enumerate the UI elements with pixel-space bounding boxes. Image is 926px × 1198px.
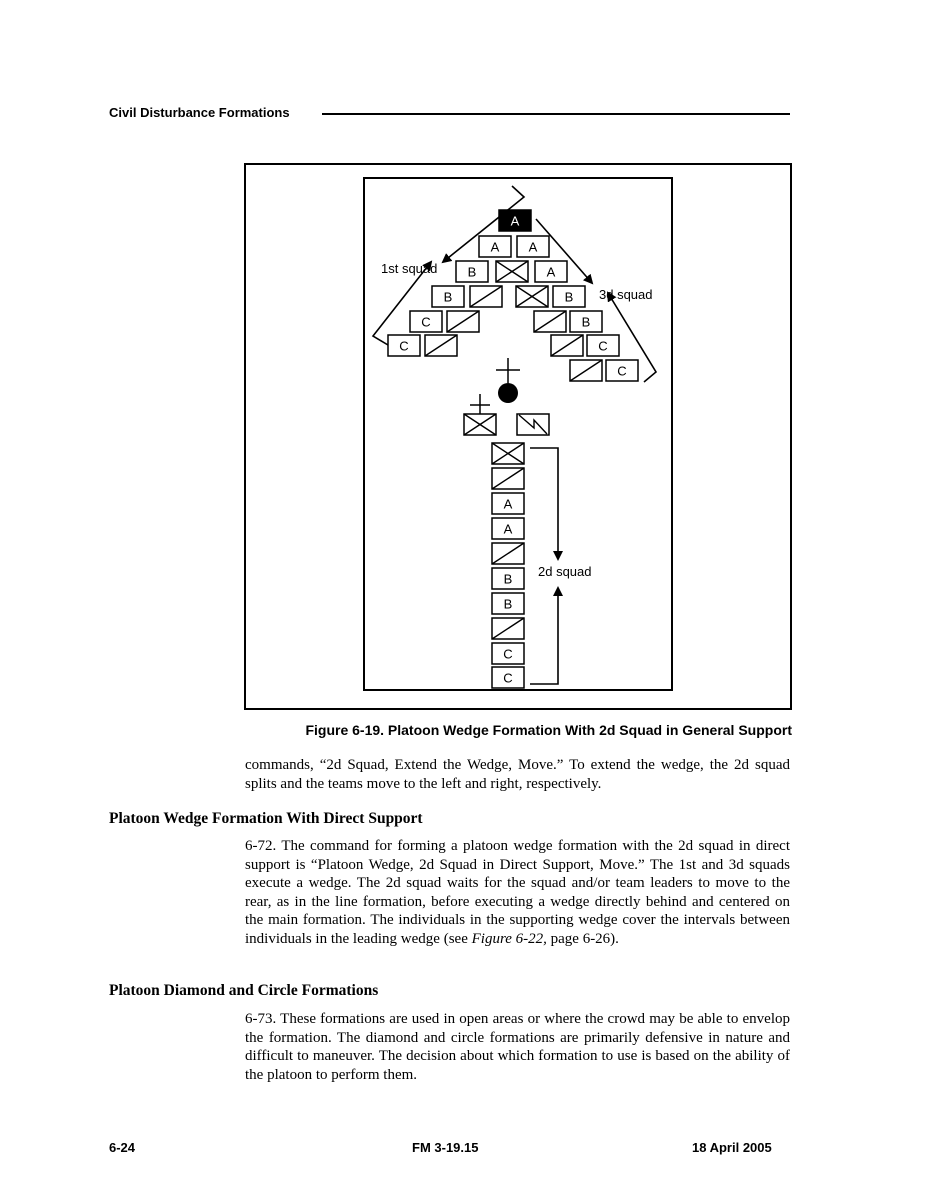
paragraph-6-73 [245, 1010, 790, 1084]
team-letter: A [503, 521, 513, 537]
second-squad-top-arrow [530, 448, 558, 559]
team-box [492, 568, 524, 589]
team-letter: A [528, 239, 538, 255]
symbol-box [492, 543, 524, 564]
symbol-box [496, 261, 528, 282]
para-6-72-tail: page 6-26). [546, 930, 619, 947]
paragraph-6-72 [245, 837, 790, 949]
footer-document-id: FM 3-19.15 [412, 1140, 479, 1155]
team-box [432, 286, 464, 307]
symbol-box [570, 360, 602, 381]
symbol-box [464, 414, 496, 435]
team-letter: A [490, 239, 500, 255]
team-letter: B [503, 571, 513, 587]
team-letter: B [564, 289, 574, 305]
team-letter: B [467, 264, 477, 280]
team-box [492, 518, 524, 539]
para-number-6-73: 6-73. [245, 1011, 277, 1027]
footer-date: 18 April 2005 [692, 1140, 772, 1155]
team-box [492, 493, 524, 514]
platoon-wedge-diagram [246, 165, 790, 708]
first-squad-label: 1st squad [381, 261, 438, 276]
team-letter: B [443, 289, 453, 305]
team-letter: C [399, 338, 409, 354]
team-letter: B [581, 314, 591, 330]
team-box [479, 236, 511, 257]
team-letter: A [503, 496, 513, 512]
symbol-box [517, 414, 549, 435]
symbol-box [425, 335, 457, 356]
subheading-direct-support: Platoon Wedge Formation With Direct Support [109, 810, 423, 827]
team-letter: B [503, 596, 513, 612]
team-letter: A [546, 264, 556, 280]
running-head-title: Civil Disturbance Formations [109, 105, 290, 120]
figure-6-22-reference: Figure 6-22, [471, 930, 547, 947]
squad-leader-box [499, 210, 531, 231]
team-box [606, 360, 638, 381]
team-letter: C [503, 670, 513, 686]
second-squad-label: 2d squad [538, 564, 592, 579]
symbol-box [492, 618, 524, 639]
symbol-box [516, 286, 548, 307]
team-box [492, 667, 524, 688]
para-number-6-72: 6-72. [245, 838, 277, 854]
team-box [570, 311, 602, 332]
team-letter: C [503, 646, 513, 662]
team-box [553, 286, 585, 307]
symbol-box [534, 311, 566, 332]
team-letter: C [421, 314, 431, 330]
team-box [388, 335, 420, 356]
para-6-73-text: These formations are used in open areas or where the crowd may be able to envelop the formation. The diamond and circle formations are primarily defensive in nature and difficult to maneuver. The decision about which formation to use is based on the ability of the platoon to perform them. [245, 1011, 790, 1083]
team-box [535, 261, 567, 282]
team-boxes [388, 210, 638, 688]
team-box [492, 593, 524, 614]
team-box [410, 311, 442, 332]
team-letter: A [510, 213, 520, 229]
second-squad-bottom-arrow [530, 588, 558, 684]
footer-page-number: 6-24 [109, 1140, 136, 1155]
team-box [587, 335, 619, 356]
symbol-box [447, 311, 479, 332]
symbol-box [470, 286, 502, 307]
team-box [517, 236, 549, 257]
continued-paragraph: commands, “2d Squad, Extend the Wedge, Move.” To extend the wedge, the 2d squad splits and the teams move to the left and right, respectively. [245, 757, 790, 792]
team-letter: C [617, 363, 627, 379]
para-6-72-text: The command for forming a platoon wedge formation with the 2d squad in direct support is “Platoon Wedge, 2d Squad in Direct Support, Move.” The 1st and 3d squads execute a wedge. The 2d squad waits for the squad and/or team leaders to move to the rear, as in the line formation, before executing a wedge directly behind and centered on the main formation. The individuals in the supporting wedge cover the intervals between individuals in the leading wedge (see [245, 838, 790, 947]
figure-caption: Figure 6-19. Platoon Wedge Formation With 2d Squad in General Support [305, 722, 792, 738]
symbol-box [492, 443, 524, 464]
team-box [492, 643, 524, 664]
platoon-leader-symbol [498, 383, 518, 403]
subheading-diamond-circle: Platoon Diamond and Circle Formations [109, 982, 379, 999]
figure-6-19-frame [244, 163, 792, 710]
header-rule [322, 113, 790, 115]
symbol-box [492, 468, 524, 489]
team-letter: C [598, 338, 608, 354]
symbol-box [551, 335, 583, 356]
team-box [456, 261, 488, 282]
third-squad-label: 3d squad [599, 287, 653, 302]
